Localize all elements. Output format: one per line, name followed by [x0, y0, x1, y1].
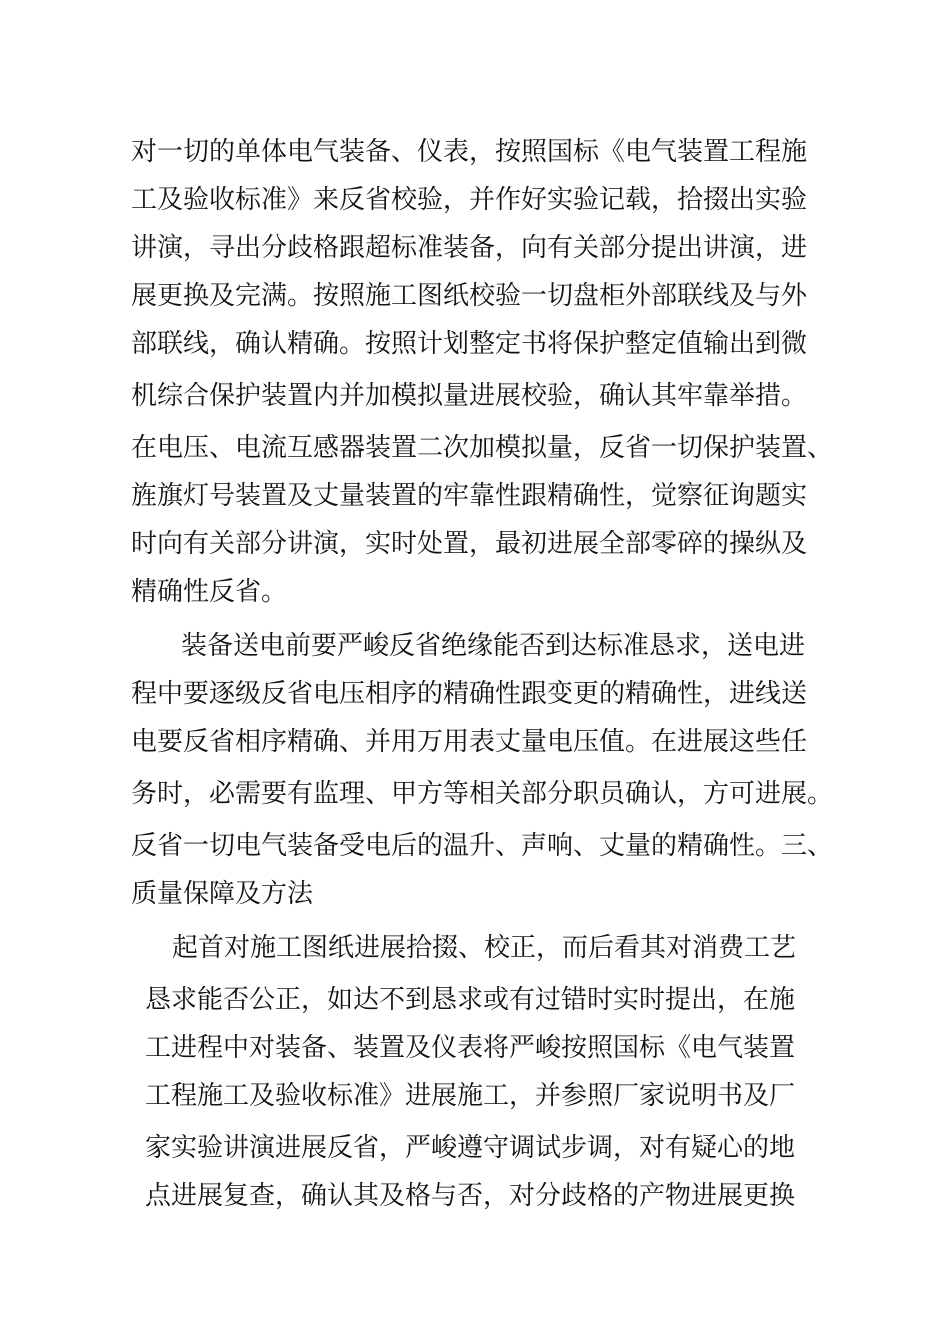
paragraph-3-line-3: 工进程中对装备、装置及仪表将严峻按照国标《电气装置 [145, 1033, 796, 1063]
paragraph-1-line-6: 机综合保护装置内并加模拟量进展校验，确认其牢靠举措。 [131, 381, 808, 411]
paragraph-1-line-10: 精确性反省。 [131, 577, 288, 607]
paragraph-2-line-4: 务时，必需要有监理、甲方等相关部分职员确认，方可进展。 [131, 779, 834, 809]
paragraph-3-line-2: 恳求能否公正，如达不到恳求或有过错时实时提出，在施 [145, 985, 796, 1015]
paragraph-1-line-1: 对一切的单体电气装备、仪表，按照国标《电气装置工程施 [131, 137, 808, 167]
paragraph-2-line-2: 程中要逐级反省电压相序的精确性跟变更的精确性，进线送 [131, 679, 808, 709]
paragraph-3-line-4: 工程施工及验收标准》进展施工，并参照厂家说明书及厂 [145, 1081, 796, 1111]
paragraph-1-line-5: 部联线，确认精确。按照计划整定书将保护整定值输出到微 [131, 329, 808, 359]
paragraph-1-line-9: 时向有关部分讲演，实时处置，最初进展全部零碎的操纵及 [131, 529, 808, 559]
paragraph-1-line-7: 在电压、电流互感器装置二次加模拟量，反省一切保护装置、 [131, 433, 834, 463]
paragraph-1-line-8: 旌旗灯号装置及丈量装置的牢靠性跟精确性，觉察征询题实 [131, 481, 808, 511]
paragraph-2-line-6: 质量保障及方法 [131, 879, 314, 909]
paragraph-2-line-3: 电要反省相序精确、并用万用表丈量电压值。在进展这些任 [131, 727, 808, 757]
paragraph-3-line-5: 家实验讲演进展反省，严峻遵守调试步调，对有疑心的地 [145, 1133, 796, 1163]
paragraph-1-line-4: 展更换及完满。按照施工图纸校验一切盘柜外部联线及与外 [131, 281, 808, 311]
paragraph-2-line-5: 反省一切电气装备受电后的温升、声响、丈量的精确性。三、 [131, 831, 834, 861]
paragraph-3-line-1: 起首对施工图纸进展拾掇、校正，而后看其对消费工艺 [172, 933, 797, 963]
paragraph-3-line-6: 点进展复查，确认其及格与否，对分歧格的产物进展更换 [145, 1181, 796, 1211]
paragraph-1-line-3: 讲演，寻出分歧格跟超标准装备，向有关部分提出讲演，进 [131, 233, 808, 263]
paragraph-2-line-1: 装备送电前要严峻反省绝缘能否到达标准恳求，送电进 [181, 631, 806, 661]
paragraph-1-line-2: 工及验收标准》来反省校验，并作好实验记载，拾掇出实验 [131, 185, 808, 215]
